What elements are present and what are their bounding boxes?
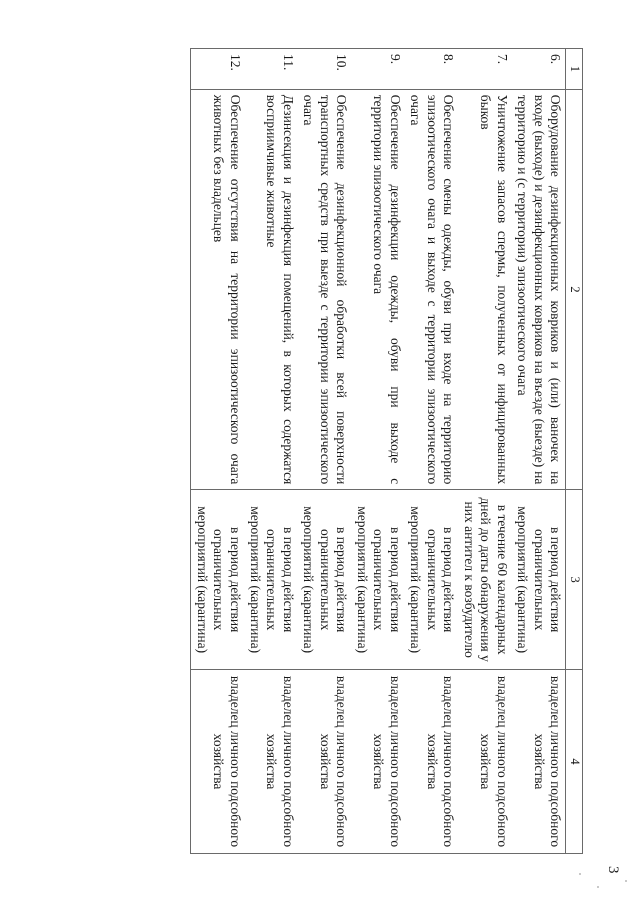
row-measure: Уничтожение запасов спермы, полученных от инфицированных быков [458,89,511,490]
row-measure: Оборудование дезинфекционных ковриков и (или) ваночек на входе (выходе) и дезинфекционных ковриков на въезде (выезде) на территорию и (с территории) эпизоотического очага [512,89,566,490]
row-measure: Обеспечение смены одежды, обуви при входе на территорию эпизоотического очага и выходе с территории эпизоотического очага [405,89,458,490]
table-row [298,49,351,854]
row-measure: Дезинсекция и дезинфекция помещений, в которых содержатся восприимчивые животные [245,89,298,490]
row-measure: Обеспечение дезинфекционной обработки всей поверхности транспортных средств при выезде с территории эпизоотического очага [298,89,351,490]
row-term: в период действия ограничительных мероприятий (карантина) [191,490,245,670]
column-header-4: 4 [566,670,583,854]
scan-speck [597,886,599,888]
row-term: в период действия ограничительных мероприятий (карантина) [512,490,566,670]
table-header-row [566,49,583,854]
table-row [245,49,298,854]
row-number: 7. [458,49,511,90]
row-measure: Обеспечение отсутствия на территории эпизоотического очага животных без владельцев [191,89,245,490]
table-row [458,49,511,854]
row-responsible: владелец личного подсобного хозяйства [405,670,458,854]
row-responsible: владелец личного подсобного хозяйства [512,670,566,854]
row-responsible: владелец личного подсобного хозяйства [191,670,245,854]
row-responsible: владелец личного подсобного хозяйства [298,670,351,854]
table-row [191,49,245,854]
row-number: 9. [351,49,404,90]
row-responsible: владелец личного подсобного хозяйства [351,670,404,854]
row-term: в период действия ограничительных мероприятий (карантина) [245,490,298,670]
scan-speck [625,880,627,882]
row-measure: Обеспечение дезинфекции одежды, обуви при выходе с территории эпизоотического очага [351,89,404,490]
row-number: 10. [298,49,351,90]
row-number: 8. [405,49,458,90]
row-responsible: владелец личного подсобного хозяйства [245,670,298,854]
column-header-3: 3 [566,490,583,670]
row-number: 12. [191,49,245,90]
row-term: в период действия ограничительных мероприятий (карантина) [405,490,458,670]
row-term: в период действия ограничительных мероприятий (карантина) [351,490,404,670]
scan-speck [579,873,581,875]
column-header-1: 1 [566,49,583,90]
row-responsible: владелец личного подсобного хозяйства [458,670,511,854]
row-number: 11. [245,49,298,90]
page-number: 3 [605,866,621,874]
row-term: в течение 60 календарных дней до даты обнаружения у них антител к возбудителю [458,490,511,670]
table-row [351,49,404,854]
row-number: 6. [512,49,566,90]
table-row [405,49,458,854]
column-header-2: 2 [566,89,583,490]
measures-table [190,48,583,854]
table-row [512,49,566,854]
row-term: в период действия ограничительных мероприятий (карантина) [298,490,351,670]
